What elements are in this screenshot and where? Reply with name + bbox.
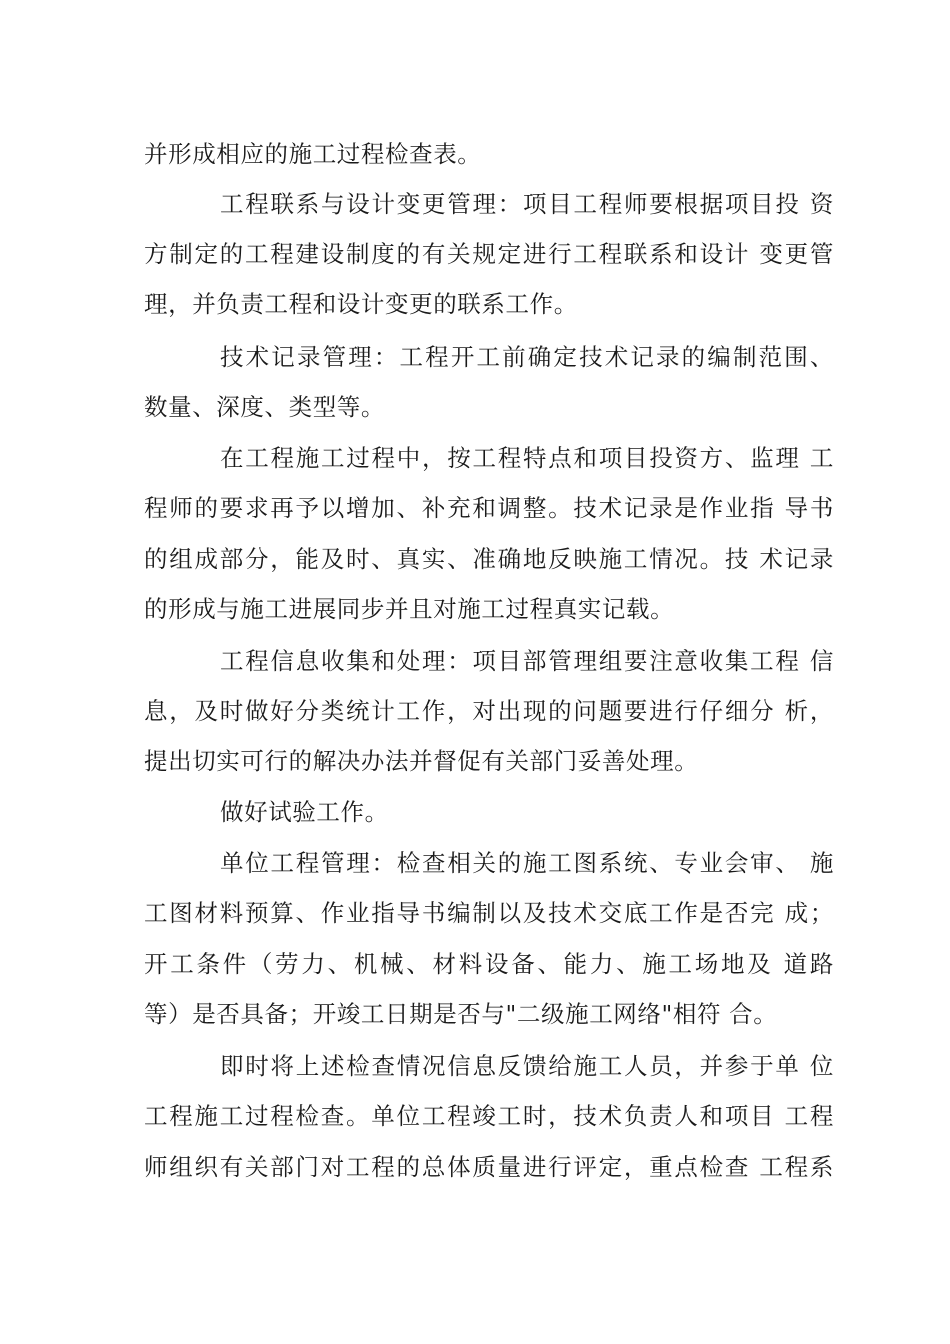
text-line: 单位工程管理：检查相关的施工图系统、专业会审、 施 (220, 849, 834, 877)
text-line: 的组成部分，能及时、真实、准确地反映施工情况。技 术记录 (144, 545, 834, 573)
text-line: 开工条件（劳力、机械、材料设备、能力、施工场地及 道路 (144, 950, 834, 978)
text-line: 等）是否具备；开竣工日期是否与"二级施工网络"相符 合。 (144, 1000, 778, 1028)
text-line: 方制定的工程建设制度的有关规定进行工程联系和设计 变更管 (144, 240, 834, 268)
text-line: 工程联系与设计变更管理：项目工程师要根据项目投 资 (220, 190, 834, 218)
text-line: 数量、深度、类型等。 (144, 393, 385, 421)
text-line: 的形成与施工进展同步并且对施工过程真实记载。 (144, 595, 675, 623)
text-line: 工图材料预算、作业指导书编制以及技术交底工作是否完 成； (144, 899, 834, 927)
text-line: 息，及时做好分类统计工作，对出现的问题要进行仔细分 析， (144, 697, 834, 725)
text-line: 提出切实可行的解决办法并督促有关部门妥善处理。 (144, 747, 699, 775)
text-line: 工程信息收集和处理：项目部管理组要注意收集工程 信 (220, 647, 834, 675)
text-line: 技术记录管理：工程开工前确定技术记录的编制范围、 (220, 343, 834, 371)
text-line: 做好试验工作。 (220, 798, 389, 826)
text-line: 程师的要求再予以增加、补充和调整。技术记录是作业指 导书 (144, 494, 834, 522)
text-line: 工程施工过程检查。单位工程竣工时，技术负责人和项目 工程 (144, 1102, 834, 1130)
text-line: 师组织有关部门对工程的总体质量进行评定，重点检查 工程系 (144, 1153, 834, 1181)
text-line: 即时将上述检查情况信息反馈给施工人员，并参于单 位 (220, 1052, 834, 1080)
text-line: 在工程施工过程中，按工程特点和项目投资方、监理 工 (220, 444, 834, 472)
text-line: 并形成相应的施工过程检查表。 (144, 140, 482, 168)
text-line: 理，并负责工程和设计变更的联系工作。 (144, 290, 578, 318)
